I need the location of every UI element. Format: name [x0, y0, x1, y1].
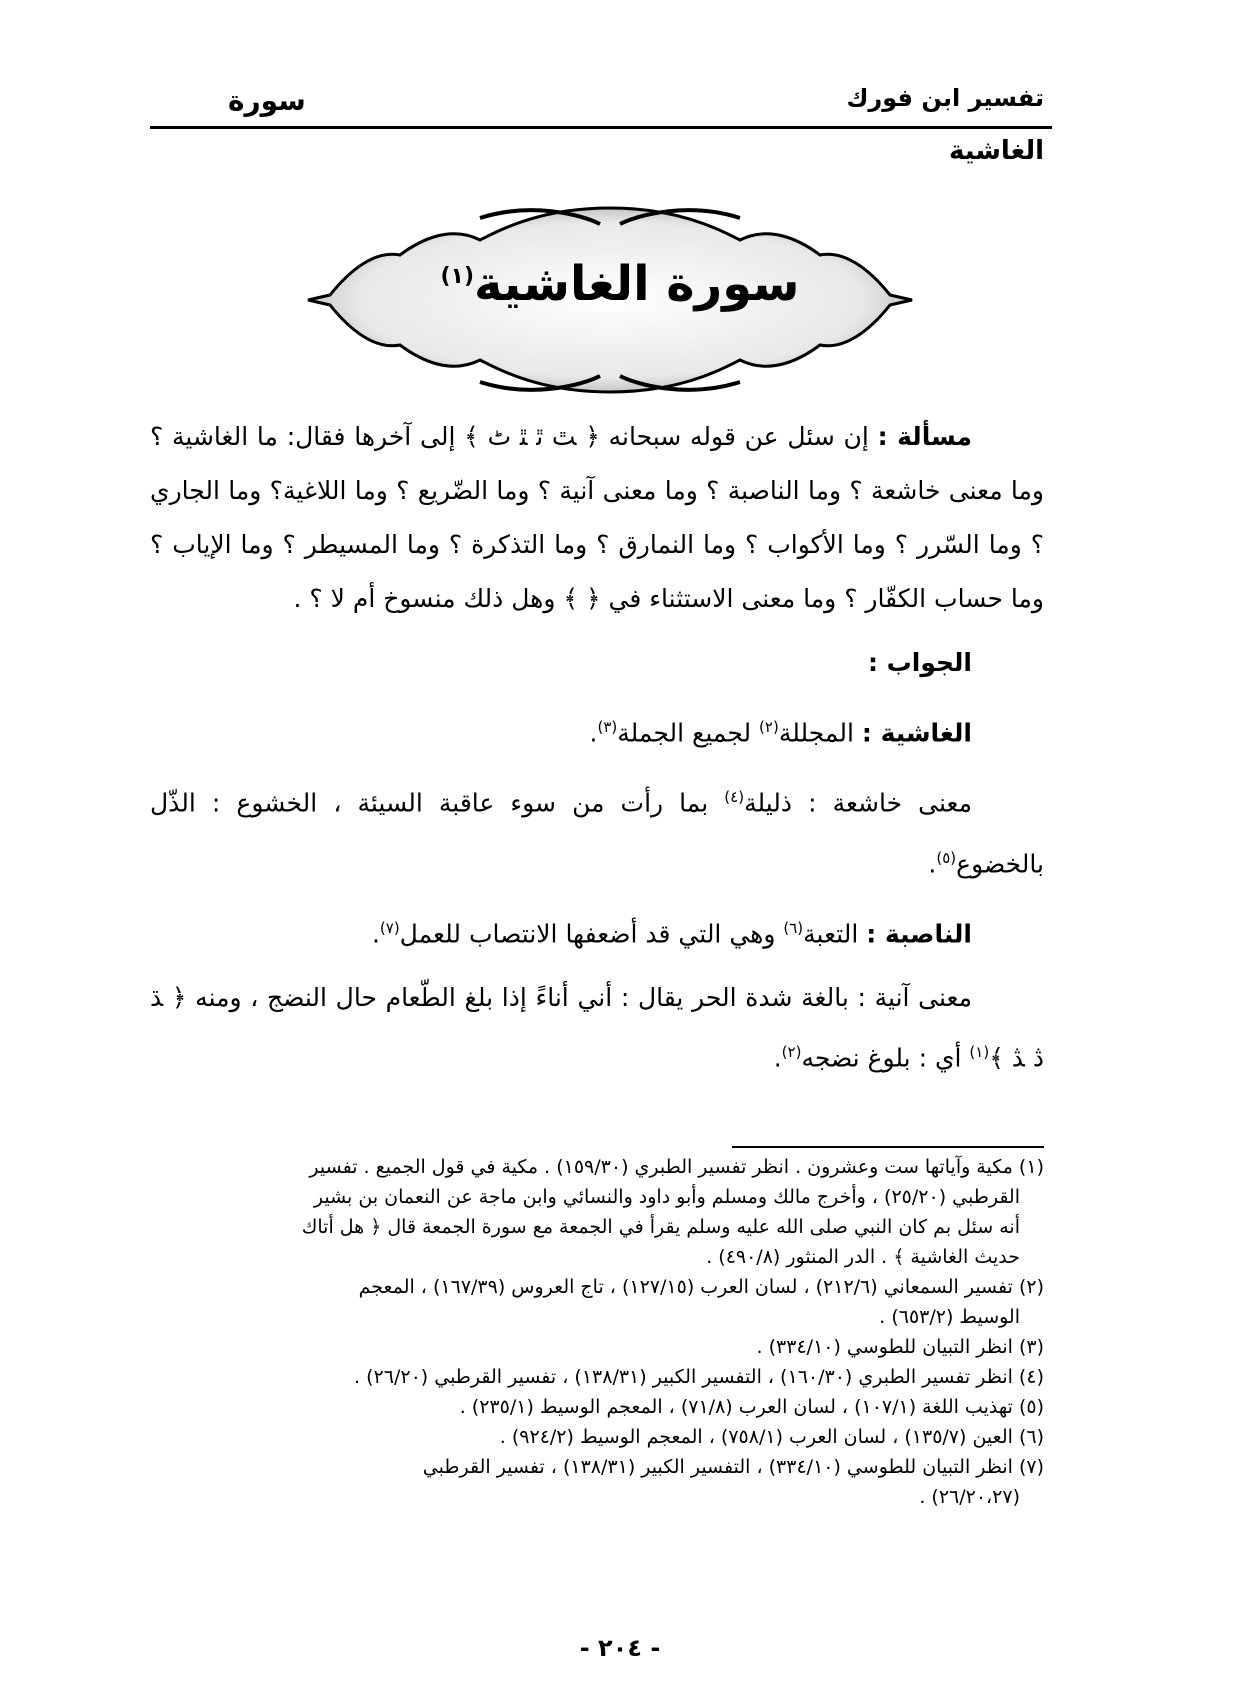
nasiba-text-a: التعبة — [803, 919, 867, 949]
footnote-3: (٣) انظر التبيان للطوسي (٣٣٤/١٠) . — [756, 1336, 1044, 1358]
header-rule — [150, 126, 1052, 129]
answer-heading-text: الجواب : — [867, 648, 972, 677]
footnote-ref: (٣) — [597, 718, 618, 736]
footnote-ref: (٦) — [783, 918, 804, 937]
footnote-ref: (٢) — [781, 1043, 802, 1062]
footnote-1-cont: القرطبي (٢٥/٢٠) ، وأخرج مالك ومسلم وأبو داود والنسائي وابن ماجة عن النعمان بن بشير — [313, 1186, 1020, 1208]
ghashiya-text-b: لجميع الجملة — [617, 718, 760, 748]
book-title: تفسير ابن فورك — [846, 84, 1044, 112]
footnote-4: (٤) انظر تفسير الطبري (١٦٠/٣٠) ، التفسير الكبير (١٣٨/٣١) ، تفسير القرطبي (٢٦/٢٠) . — [354, 1366, 1044, 1388]
footnote-6: (٦) العين (١٣٥/٧) ، لسان العرب (٧٥٨/١) ، المعجم الوسيط (٩٢٤/٢) . — [499, 1426, 1044, 1448]
footnote-5: (٥) تهذيب اللغة (١٠٧/١) ، لسان العرب (٧١/٨) ، المعجم الوسيط (٢٣٥/١) . — [459, 1396, 1044, 1418]
answer-heading — [150, 636, 1044, 690]
nasiba-text-b: وهي التي قد أضعفها الانتصاب للعمل — [399, 919, 784, 949]
surah-title-note: (١) — [440, 264, 475, 289]
footnote-rule — [732, 1146, 1044, 1148]
footnote-ref: (٢) — [759, 718, 779, 736]
question-label: مسألة : — [877, 422, 972, 451]
aniya-text-a: معنى آنية : بالغة شدة الحر يقال : أني أناءً إذا بلغ الطّعام حال النضج ، ومنه ﴿ ﮅ ﮆ ﮇ ﴾ — [150, 983, 1044, 1073]
nasiba-paragraph: الناصبة : التعبة$^{(٦)}$ وهي التي قد أضعفها الانتصاب للعمل$^{(٧)}$. — [371, 918, 972, 949]
khashia-paragraph: معنى خاشعة : ذليلة$^{(٤)}$ بما رأت من سوء عاقبة السيئة ، الخشوع : الذّل بالخضوع$^{(٥)}$. — [150, 788, 1044, 878]
surah-title-text: سورة الغاشية — [474, 256, 800, 312]
ghashiya-label: الغاشية : — [861, 718, 972, 748]
surah-title — [0, 256, 1240, 312]
khashia-text-a: معنى خاشعة : ذليلة — [744, 788, 972, 818]
page-number: - ٢٠٤ - — [579, 1634, 661, 1662]
surah-name-header: الغاشية — [948, 136, 1044, 166]
footnote-ref: (٥) — [936, 848, 957, 867]
main-text — [150, 410, 1044, 1086]
nasiba-label: الناصبة : — [866, 919, 972, 949]
footnote-1-cont: حديث الغاشية ﴾ . الدر المنثور (٤٩٠/٨) . — [706, 1246, 1020, 1268]
footnote-1-cont: أنه سئل بم كان النبي صلى الله عليه وسلم يقرأ في الجمعة مع سورة الجمعة قال ﴿ هل أتاك — [301, 1216, 1020, 1238]
footnotes — [150, 1152, 1044, 1512]
aniya-text-b: أي : بلوغ نضجه — [801, 1043, 970, 1073]
footnote-2: (٢) تفسير السمعاني (٢١٢/٦) ، لسان العرب (١٢٧/١٥) ، تاج العروس (١٦٧/٣٩) ، المعجم — [358, 1276, 1044, 1298]
section-word: سورة — [228, 84, 306, 117]
ghashiya-paragraph: الغاشية : المجللة$^{(٢)}$ لجميع الجملة$^{(٣)}$. — [589, 718, 972, 748]
khashia-text-b: بما رأت من سوء عاقبة السيئة ، الخشوع : الذّل بالخضوع — [150, 788, 1044, 878]
footnote-1: (١) مكية وآياتها ست وعشرون . انظر تفسير الطبري (١٥٩/٣٠) . مكية في قول الجميع . تفسير — [309, 1156, 1044, 1178]
footnote-ref: (١) — [969, 1043, 990, 1062]
footnote-ref: (٤) — [724, 788, 745, 807]
footnote-7-cont: (٢٦/٢٠،٢٧) . — [919, 1486, 1020, 1508]
footnote-7: (٧) انظر التبيان للطوسي (٣٣٤/١٠) ، التفسير الكبير (١٣٨/٣١) ، تفسير القرطبي — [422, 1456, 1044, 1478]
footnote-ref: (٧) — [379, 918, 400, 937]
footnote-2-cont: الوسيط (٦٥٣/٢) . — [879, 1306, 1020, 1328]
question-paragraph — [150, 410, 1044, 626]
question-text: إن سئل عن قوله سبحانه ﴿ ﭣ ﭤ ﭥ ﭦ ﴾ إلى آخرها فقال: ما الغاشية ؟ وما معنى خاشعة ؟ وما الناصبة ؟ وما معنى آنية ؟ وما الضّريع ؟ وما اللاغية؟ وما الجاري ؟ وما السّرر ؟ وما الأكواب ؟ وما النمارق ؟ وما التذكرة ؟ وما المسيطر ؟ وما الإياب ؟ وما حساب الكفّار ؟ وما معنى الاستثناء في ﴿ ﴾ وهل ذلك منسوخ أم لا ؟ . — [150, 422, 1044, 613]
aniya-paragraph: معنى آنية : بالغة شدة الحر يقال : أني أناءً إذا بلغ الطّعام حال النضج ، ومنه ﴿ ﮅ ﮆ ﮇ ﴾$^{(١)}$ أي : بلوغ نضجه$^{(٢)}$. — [150, 983, 1044, 1073]
ghashiya-text-a: المجللة — [778, 718, 862, 748]
